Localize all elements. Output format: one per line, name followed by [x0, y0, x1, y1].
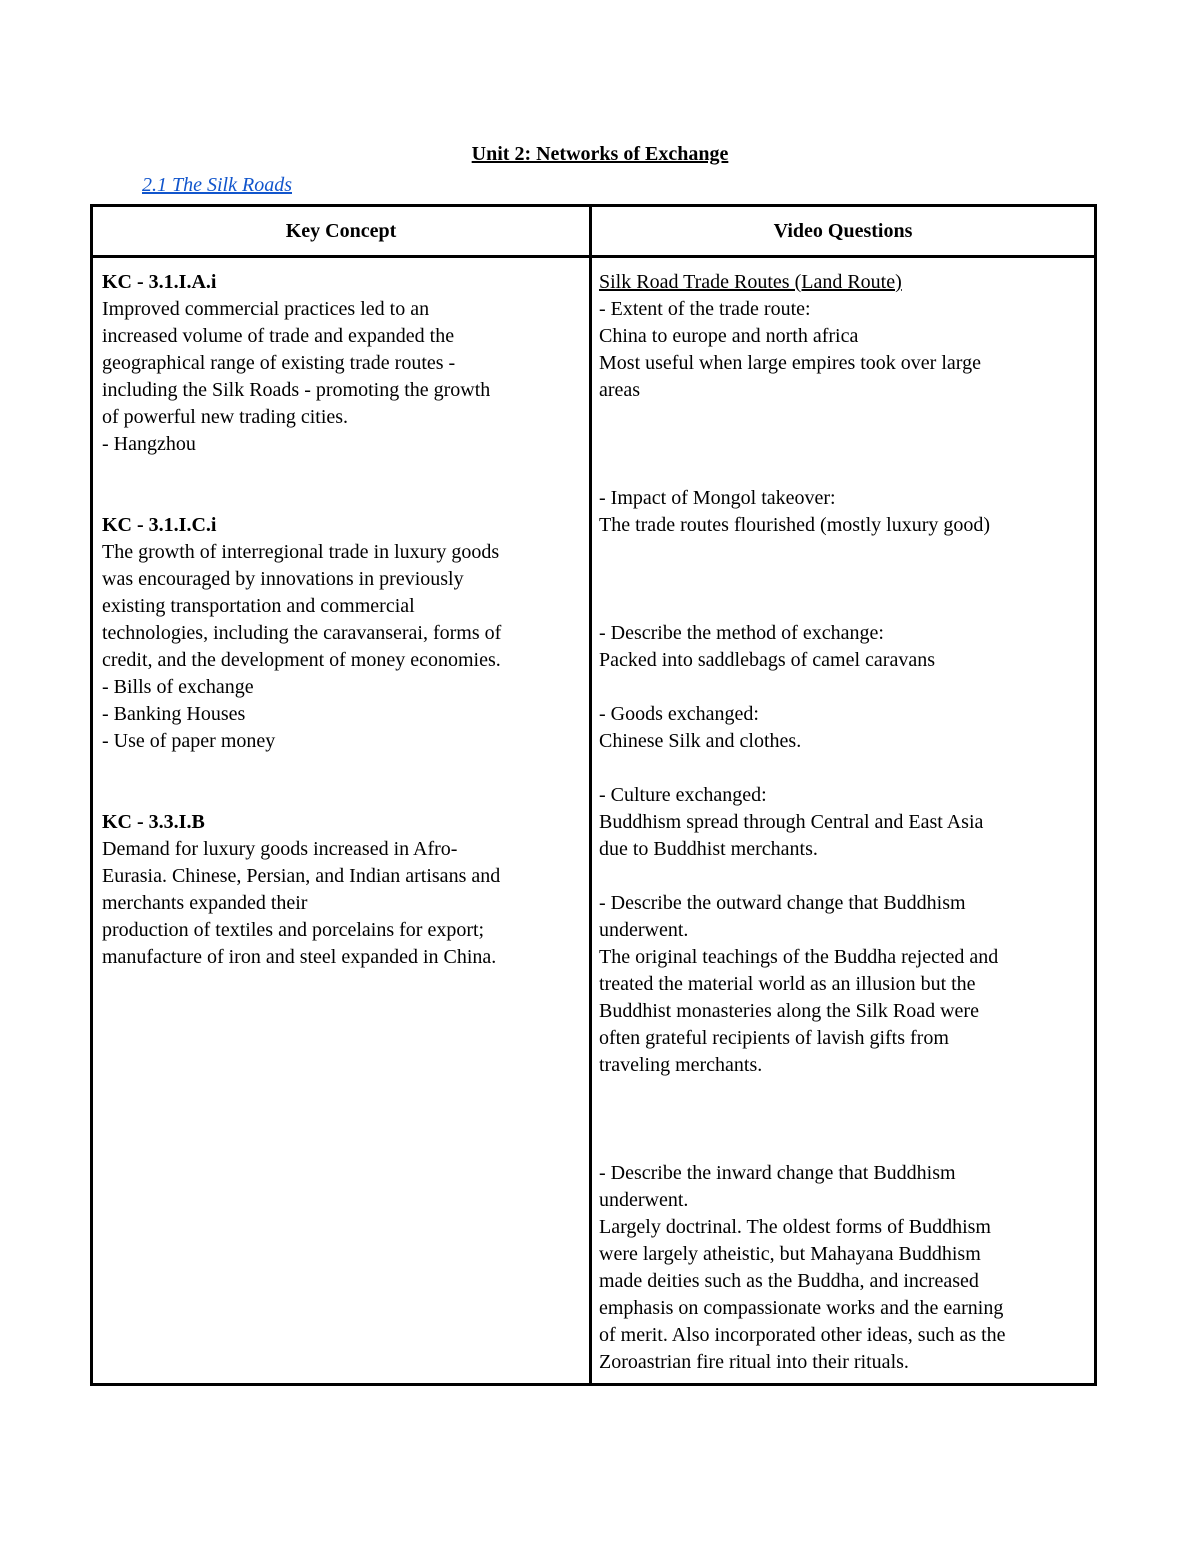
- header-video-questions: Video Questions: [773, 220, 913, 242]
- question-line: - Describe the outward change that Buddhism: [599, 892, 966, 914]
- question-line: - Culture exchanged:: [599, 784, 767, 806]
- kc-text-line: including the Silk Roads - promoting the growth: [102, 379, 491, 401]
- answer-line: Buddhism spread through Central and East Asia: [599, 811, 984, 833]
- question-inward-change: [599, 1160, 1089, 1376]
- kc-text-line: - Bills of exchange: [102, 676, 254, 698]
- question-line: - Describe the method of exchange:: [599, 622, 884, 644]
- kc-text-line: - Hangzhou: [102, 433, 196, 455]
- answer-line: The trade routes flourished (mostly luxury good): [599, 514, 991, 536]
- page-title: Unit 2: Networks of Exchange: [471, 143, 729, 165]
- answer-line: The original teachings of the Buddha rejected and: [599, 946, 999, 968]
- question-line: - Extent of the trade route:: [599, 298, 811, 320]
- answer-line: made deities such as the Buddha, and increased: [599, 1270, 979, 1292]
- kc-text-line: - Banking Houses: [102, 703, 246, 725]
- question-line: - Describe the inward change that Buddhism: [599, 1162, 956, 1184]
- question-extent: [599, 296, 1089, 404]
- kc-text-line: of powerful new trading cities.: [102, 406, 349, 428]
- answer-line: emphasis on compassionate works and the earning: [599, 1297, 1004, 1319]
- answer-line: China to europe and north africa: [599, 325, 859, 347]
- kc-block-3: [102, 809, 582, 971]
- kc-text-line: existing transportation and commercial: [102, 595, 415, 617]
- answer-line: treated the material world as an illusion but the: [599, 973, 976, 995]
- questions-heading: Silk Road Trade Routes (Land Route): [599, 271, 902, 293]
- kc-text-line: manufacture of iron and steel expanded in China.: [102, 946, 497, 968]
- kc-text-line: Demand for luxury goods increased in Afro-: [102, 838, 458, 860]
- kc-text-line: Improved commercial practices led to an: [102, 298, 430, 320]
- video-questions-column: [599, 269, 1089, 1376]
- answer-line: Buddhist monasteries along the Silk Road were: [599, 1000, 979, 1022]
- answer-line: due to Buddhist merchants.: [599, 838, 818, 860]
- notes-table: [90, 204, 1097, 1386]
- kc-text-line: increased volume of trade and expanded the: [102, 325, 455, 347]
- header-key-concept: Key Concept: [285, 220, 397, 242]
- kc-text-line: - Use of paper money: [102, 730, 276, 752]
- answer-line: Chinese Silk and clothes.: [599, 730, 802, 752]
- answer-line: areas: [599, 379, 641, 401]
- answer-line: often grateful recipients of lavish gifts from: [599, 1027, 949, 1049]
- kc-text-line: was encouraged by innovations in previously: [102, 568, 464, 590]
- kc-text-line: technologies, including the caravanserai, forms of: [102, 622, 502, 644]
- key-concept-column: [102, 269, 582, 971]
- kc-code: KC - 3.3.I.B: [102, 811, 205, 833]
- column-divider: [589, 207, 592, 1383]
- question-mongol: [599, 485, 1089, 539]
- kc-text-line: production of textiles and porcelains for export;: [102, 919, 485, 941]
- kc-code: KC - 3.1.I.A.i: [102, 271, 217, 293]
- kc-text-line: The growth of interregional trade in luxury goods: [102, 541, 500, 563]
- kc-text-line: geographical range of existing trade routes -: [102, 352, 456, 374]
- kc-block-1: [102, 269, 582, 458]
- answer-line: traveling merchants.: [599, 1054, 763, 1076]
- answer-line: Zoroastrian fire ritual into their rituals.: [599, 1351, 909, 1373]
- answer-line: Largely doctrinal. The oldest forms of Buddhism: [599, 1216, 991, 1238]
- question-outward-change: [599, 890, 1089, 1079]
- kc-block-2: [102, 512, 582, 755]
- kc-text-line: credit, and the development of money economies.: [102, 649, 501, 671]
- question-line: - Goods exchanged:: [599, 703, 759, 725]
- kc-text-line: merchants expanded their: [102, 892, 308, 914]
- kc-code: KC - 3.1.I.C.i: [102, 514, 217, 536]
- answer-line: were largely atheistic, but Mahayana Buddhism: [599, 1243, 981, 1265]
- question-culture: [599, 782, 1089, 863]
- question-line: underwent.: [599, 919, 689, 941]
- answer-line: Packed into saddlebags of camel caravans: [599, 649, 935, 671]
- section-link[interactable]: 2.1 The Silk Roads: [142, 174, 292, 196]
- answer-line: of merit. Also incorporated other ideas, such as the: [599, 1324, 1006, 1346]
- question-line: - Impact of Mongol takeover:: [599, 487, 836, 509]
- question-method: [599, 620, 1089, 674]
- kc-text-line: Eurasia. Chinese, Persian, and Indian artisans and: [102, 865, 501, 887]
- question-line: underwent.: [599, 1189, 689, 1211]
- question-goods: [599, 701, 1089, 755]
- answer-line: Most useful when large empires took over large: [599, 352, 981, 374]
